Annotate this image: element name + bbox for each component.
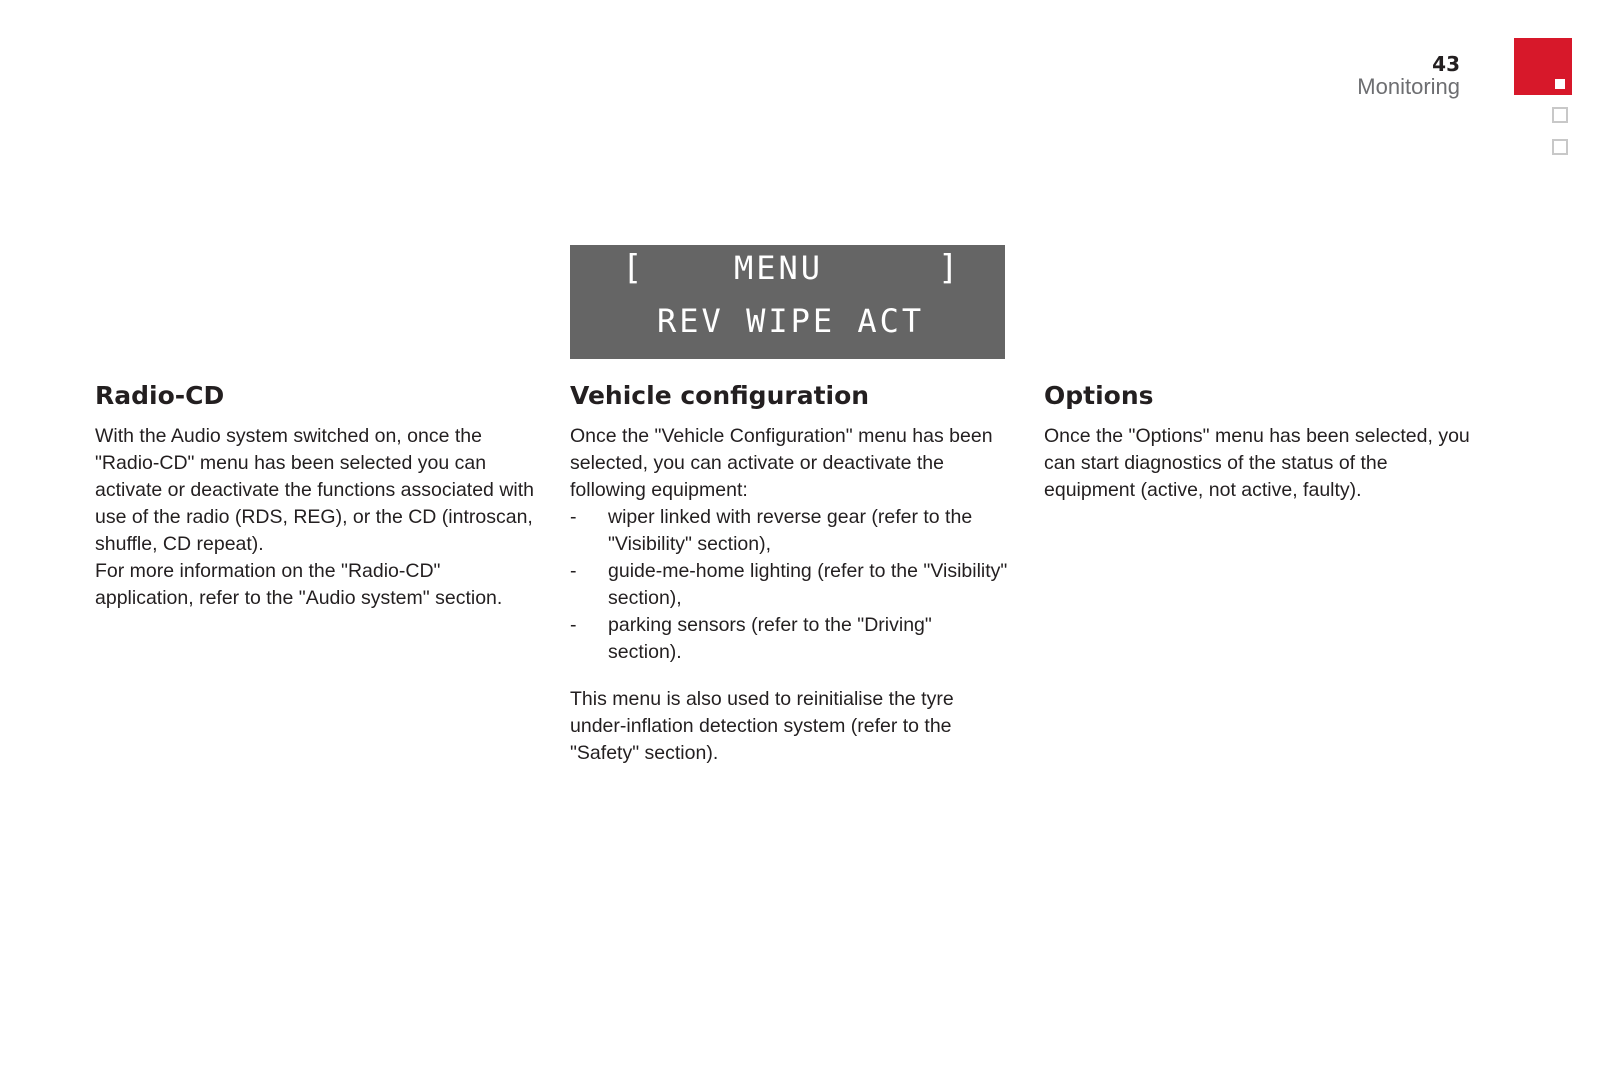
lcd-menu-item: REV WIPE ACT xyxy=(657,302,925,340)
radio-cd-heading: Radio-CD xyxy=(95,381,225,410)
nav-box xyxy=(1552,107,1568,123)
radio-cd-paragraph: With the Audio system switched on, once the "Radio-CD" menu has been selected you can activate or deactivate the functions associated with use of the radio (RDS, REG), or the CD (introscan, shuffle, CD repeat). xyxy=(95,425,534,555)
options-paragraph: Once the "Options" menu has been selected, you can start diagnostics of the status of the equipment (active, not active, faulty). xyxy=(1044,425,1470,501)
list-dash: - xyxy=(570,506,577,528)
list-dash: - xyxy=(570,560,577,582)
lcd-menu-title: MENU xyxy=(734,249,824,287)
radio-cd-paragraph: For more information on the "Radio-CD" application, refer to the "Audio system" section. xyxy=(95,560,503,609)
equipment-list xyxy=(570,504,1010,666)
page-number: 43 xyxy=(1432,52,1460,76)
lcd-display xyxy=(570,245,1005,359)
list-item xyxy=(570,504,1010,558)
list-item xyxy=(570,558,1010,612)
section-tab xyxy=(1514,38,1572,95)
vehicle-configuration-heading: Vehicle configuration xyxy=(570,381,870,410)
lcd-screen xyxy=(570,245,1005,359)
radio-cd-section xyxy=(95,380,535,612)
vehicle-configuration-section xyxy=(570,380,1010,767)
list-item xyxy=(570,612,1010,666)
lcd-bracket-left: [ xyxy=(622,248,643,288)
list-item-text: guide-me-home lighting (refer to the "Visibility" section), xyxy=(608,560,1008,609)
list-item-text: parking sensors (refer to the "Driving" section). xyxy=(608,614,932,663)
nav-box xyxy=(1552,139,1568,155)
page-header xyxy=(1357,52,1460,98)
section-title: Monitoring xyxy=(1357,74,1460,99)
options-heading: Options xyxy=(1044,381,1154,410)
lcd-bracket-right: ] xyxy=(938,248,959,288)
vehicle-configuration-intro: Once the "Vehicle Configuration" menu has been selected, you can activate or deactivate the following equipment: xyxy=(570,425,993,501)
vehicle-configuration-note: This menu is also used to reinitialise the tyre under-inflation detection system (refer to the "Safety" section). xyxy=(570,688,954,764)
list-item-text: wiper linked with reverse gear (refer to the "Visibility" section), xyxy=(608,506,973,555)
list-dash: - xyxy=(570,614,577,636)
tab-marker xyxy=(1555,79,1565,89)
options-section xyxy=(1044,380,1484,504)
